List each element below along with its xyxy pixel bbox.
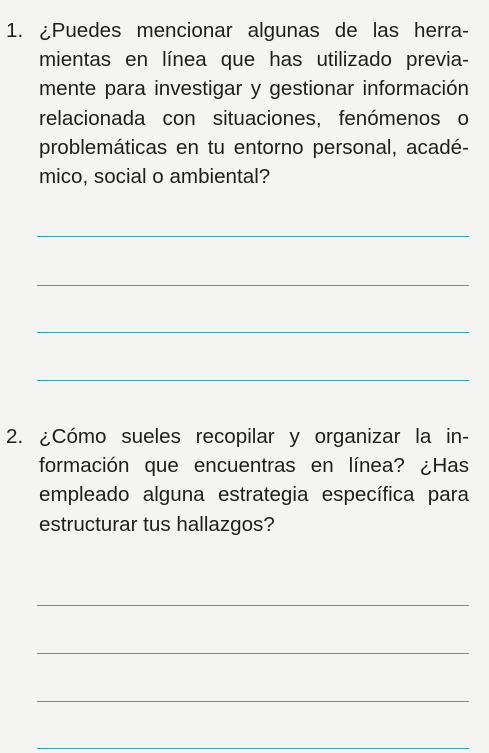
question-number: 1.: [6, 19, 24, 42]
question-text-line: mente para investigar y gestionar información: [39, 77, 469, 101]
question-text-line: relacionada con situaciones, fenómenos o: [39, 106, 469, 130]
answer-line[interactable]: [37, 332, 469, 333]
answer-line[interactable]: [37, 701, 469, 702]
question-text-line: empleado alguna estrategia específica para: [39, 483, 469, 507]
question-text-line: formación que encuentras en línea? ¿Has: [39, 454, 469, 478]
answer-line[interactable]: [37, 748, 469, 749]
answer-line[interactable]: [37, 605, 469, 606]
answer-line[interactable]: [37, 380, 469, 381]
question-text-line: ¿Cómo sueles recopilar y organizar la in-: [39, 425, 469, 448]
question-text: [39, 422, 469, 539]
question-text-line: estructurar tus hallazgos?: [39, 512, 275, 536]
answer-line[interactable]: [37, 285, 469, 286]
question-text-line: problemáticas en tu entorno personal, acadé-: [39, 135, 469, 159]
question-text-line: mientas en línea que has utilizado previa-: [39, 48, 469, 72]
question-text: [39, 16, 469, 191]
answer-line[interactable]: [37, 236, 469, 237]
answer-line[interactable]: [37, 653, 469, 654]
question-number: 2.: [6, 425, 24, 448]
question-text-line: mico, social o ambiental?: [39, 165, 271, 189]
question-text-line: ¿Puedes mencionar algunas de las herra-: [39, 19, 469, 42]
